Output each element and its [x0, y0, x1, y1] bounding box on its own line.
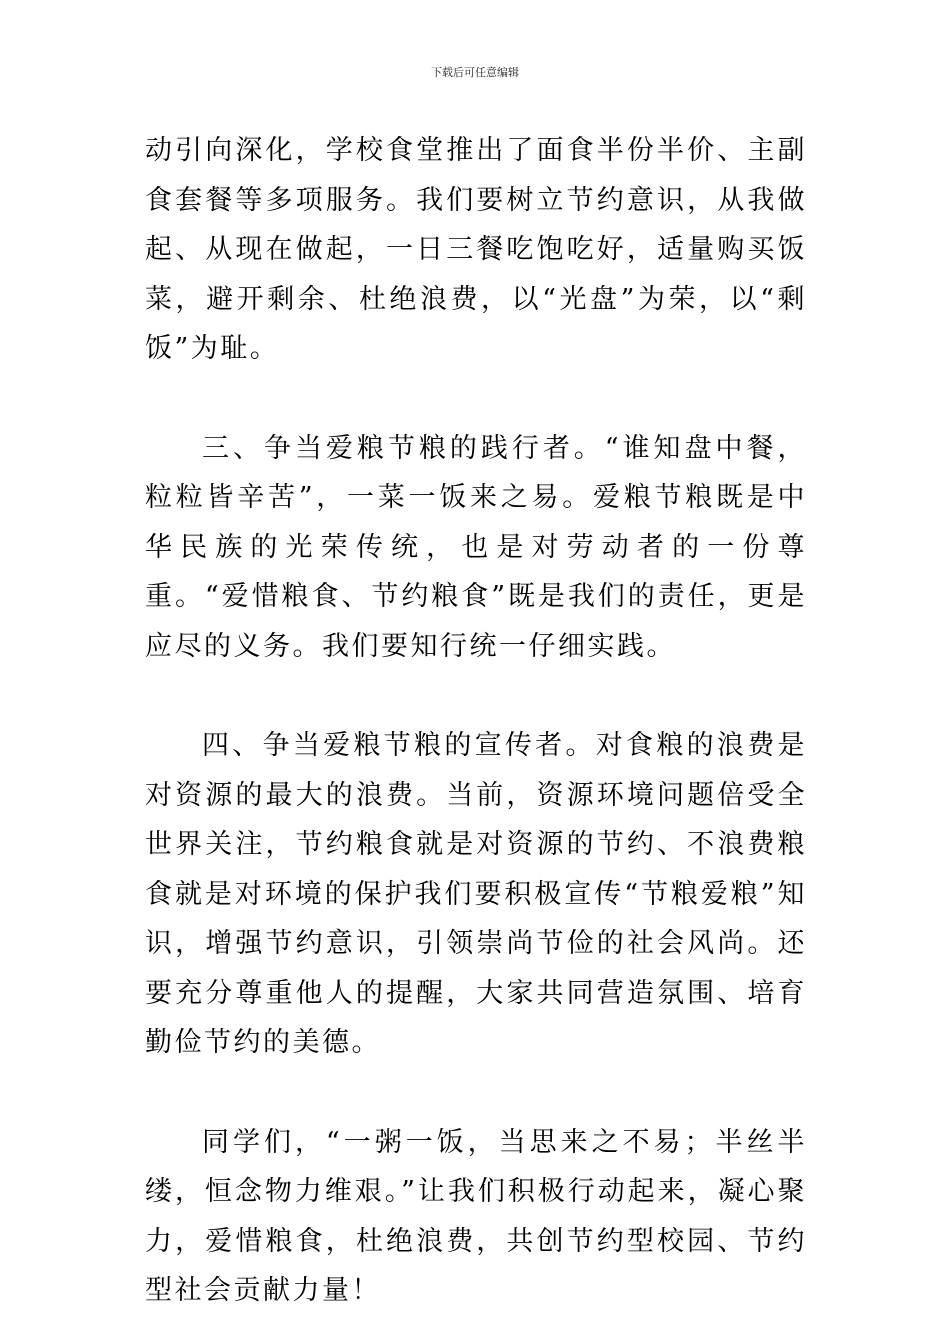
header-note: 下载后可任意编辑 [431, 66, 519, 79]
paragraph-closing: 同学们，“一粥一饭，当思来之不易；半丝半缕，恒念物力维艰。”让我们积极行动起来，凝心聚力，爱惜粮食，杜绝浪费，共创节约型校园、节约型社会贡献力量！ [145, 1126, 807, 1306]
document-body [145, 126, 807, 1316]
paragraph-section-three: 三、争当爱粮节粮的践行者。“谁知盘中餐，粒粒皆辛苦”，一菜一饭来之易。爱粮节粮既是中华民族的光荣传统，也是对劳动者的一份尊重。“爱惜粮食、节约粮食”既是我们的责任，更是应尽的义务。我们要知行统一仔细实践。 [145, 432, 807, 662]
paragraph-continuation: 动引向深化，学校食堂推出了面食半份半价、主副食套餐等多项服务。我们要树立节约意识，从我做起、从现在做起，一日三餐吃饱吃好，适量购买饭菜，避开剩余、杜绝浪费，以“光盘”为荣，以“剩饭”为耻。 [145, 135, 807, 364]
paragraph-section-four: 四、争当爱粮节粮的宣传者。对食粮的浪费是对资源的最大的浪费。当前，资源环境问题倍受全世界关注，节约粮食就是对资源的节约、不浪费粮食就是对环境的保护我们要积极宣传“节粮爱粮”知识，增强节约意识，引领崇尚节俭的社会风尚。还要充分尊重他人的提醒，大家共同营造氛围、培育勤俭节约的美德。 [145, 730, 807, 1058]
